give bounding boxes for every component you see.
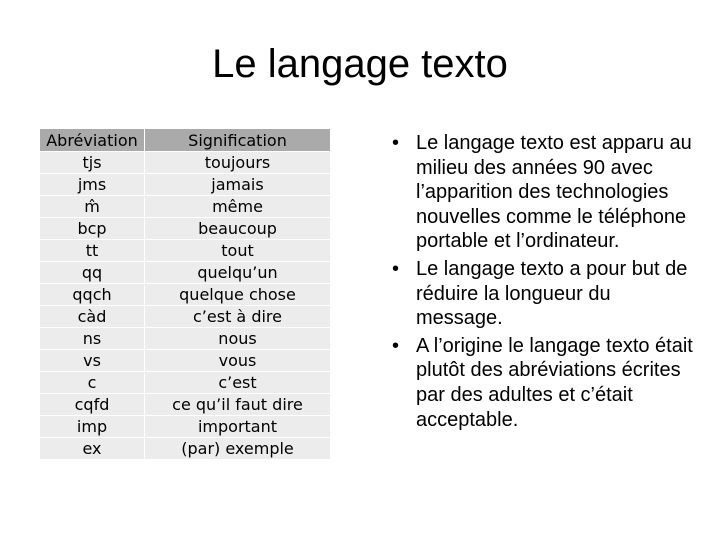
meaning-cell: quelqu’un xyxy=(145,262,331,284)
abbreviation-cell: cqfd xyxy=(40,394,145,416)
table-row xyxy=(40,438,331,460)
table-row xyxy=(40,306,331,328)
abbreviation-cell: imp xyxy=(40,416,145,438)
abbreviation-cell: qq xyxy=(40,262,145,284)
table-row xyxy=(40,240,331,262)
meaning-cell: c’est à dire xyxy=(145,306,331,328)
slide-title: Le langage texto xyxy=(212,42,508,86)
meaning-cell: nous xyxy=(145,328,331,350)
abbreviation-cell: ex xyxy=(40,438,145,460)
abbreviation-cell: m̂ xyxy=(40,196,145,218)
abbreviation-cell: vs xyxy=(40,350,145,372)
bullet-dot-icon: • xyxy=(392,132,400,154)
table-row xyxy=(40,152,331,174)
meaning-cell: toujours xyxy=(145,152,331,174)
bullet-item xyxy=(392,131,702,254)
bullet-text: Le langage texto a pour but de réduire la longueur du message. xyxy=(416,257,688,330)
table-row xyxy=(40,284,331,306)
abbreviation-cell: tt xyxy=(40,240,145,262)
meaning-cell: même xyxy=(145,196,331,218)
abbreviation-cell: tjs xyxy=(40,152,145,174)
bullet-item xyxy=(392,334,702,432)
table-row xyxy=(40,372,331,394)
table-row xyxy=(40,174,331,196)
abbreviation-cell: jms xyxy=(40,174,145,196)
abbreviation-cell: càd xyxy=(40,306,145,328)
meaning-cell: (par) exemple xyxy=(145,438,331,460)
abbreviation-table xyxy=(39,128,331,460)
abbreviation-cell: c xyxy=(40,372,145,394)
meaning-cell: beaucoup xyxy=(145,218,331,240)
abbreviation-cell: ns xyxy=(40,328,145,350)
table-row xyxy=(40,394,331,416)
meaning-cell: ce qu’il faut dire xyxy=(145,394,331,416)
column-header-meaning: Signification xyxy=(145,129,331,152)
meaning-cell: important xyxy=(145,416,331,438)
bullet-list xyxy=(392,131,702,435)
table-header-row xyxy=(40,129,331,152)
meaning-cell: quelque chose xyxy=(145,284,331,306)
abbreviation-cell: qqch xyxy=(40,284,145,306)
bullet-text: A l’origine le langage texto était plutôt des abréviations écrites par des adultes et c’était acceptable. xyxy=(416,334,693,431)
table-row xyxy=(40,416,331,438)
meaning-cell: vous xyxy=(145,350,331,372)
table-row xyxy=(40,350,331,372)
table-row xyxy=(40,262,331,284)
abbreviation-cell: bcp xyxy=(40,218,145,240)
meaning-cell: tout xyxy=(145,240,331,262)
bullet-dot-icon: • xyxy=(392,334,400,357)
meaning-cell: c’est xyxy=(145,372,331,394)
table-row xyxy=(40,196,331,218)
table-row xyxy=(40,218,331,240)
bullet-text: Le langage texto est apparu au milieu des années 90 avec l’apparition des technologies nouvelles comme le téléphone portable et l’ordinateur. xyxy=(416,132,692,253)
column-header-abbreviation: Abréviation xyxy=(40,129,145,152)
bullet-item xyxy=(392,257,702,331)
meaning-cell: jamais xyxy=(145,174,331,196)
table-row xyxy=(40,328,331,350)
bullet-dot-icon: • xyxy=(392,257,400,280)
